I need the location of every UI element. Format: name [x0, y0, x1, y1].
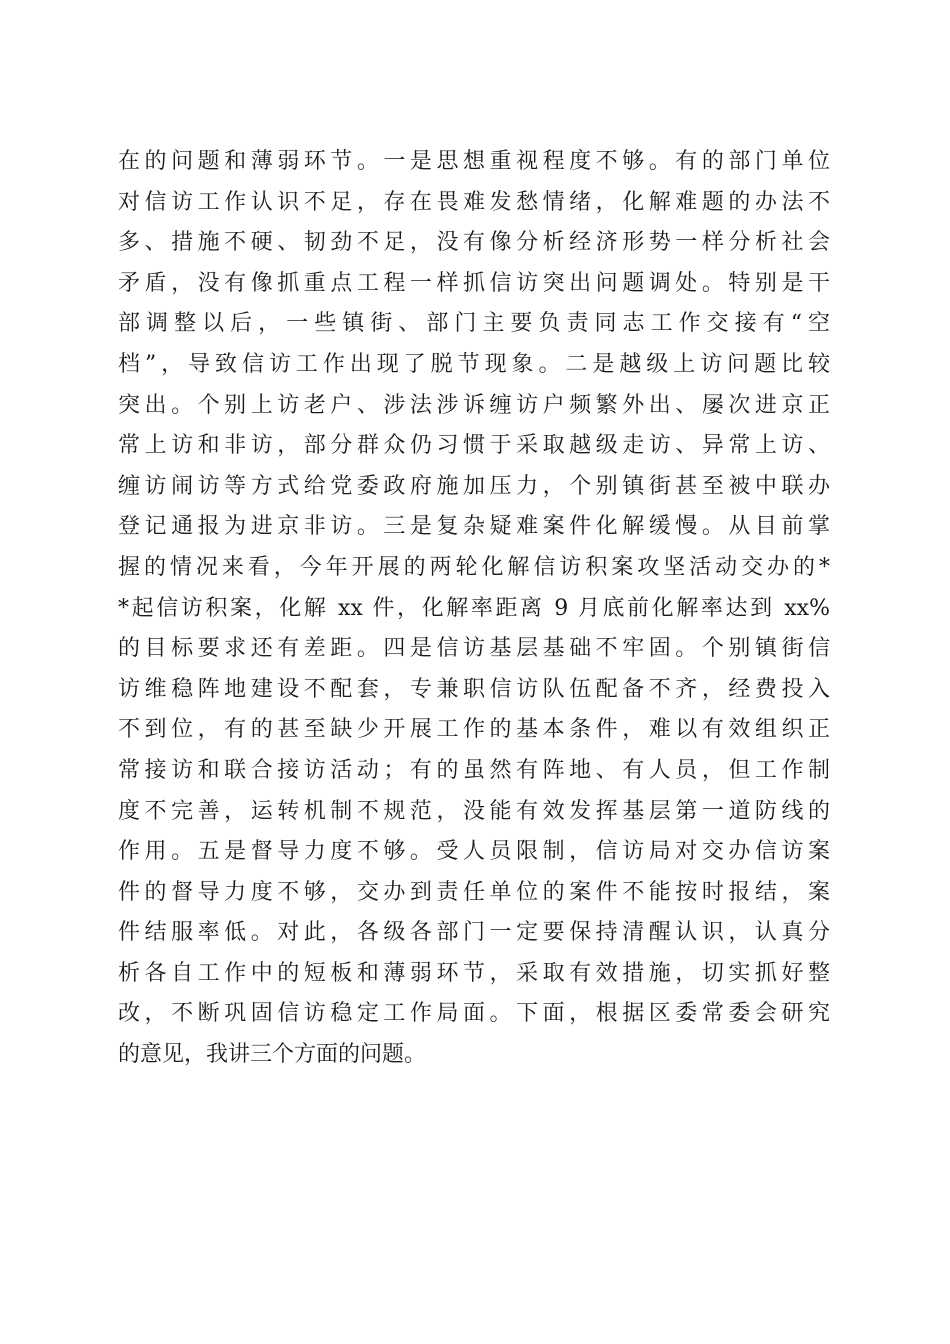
text-line: 不到位，有的甚至缺少开展工作的基本条件，难以有效组织正	[118, 717, 830, 743]
text-line: 的意见，我讲三个方面的问题。	[118, 1042, 427, 1068]
text-line: 的目标要求还有差距。四是信访基层基础不牢固。个别镇街信	[118, 636, 830, 662]
text-line: 常接访和联合接访活动；有的虽然有阵地、有人员，但工作制	[118, 757, 830, 783]
text-line: 改，不断巩固信访稳定工作局面。下面，根据区委常委会研究	[118, 1001, 830, 1027]
text-line: 部调整以后，一些镇街、部门主要负责同志工作交接有“空	[118, 311, 830, 337]
text-line: 突出。个别上访老户、涉法涉诉缠访户频繁外出、屡次进京正	[118, 392, 830, 418]
text-line: 档”，导致信访工作出现了脱节现象。二是越级上访问题比较	[118, 351, 830, 377]
text-line: 常上访和非访，部分群众仍习惯于采取越级走访、异常上访、	[118, 433, 830, 459]
text-line: 在的问题和薄弱环节。一是思想重视程度不够。有的部门单位	[118, 149, 830, 174]
text-line: 多、措施不硬、韧劲不足，没有像分析经济形势一样分析社会	[118, 230, 830, 256]
text-line: 矛盾，没有像抓重点工程一样抓信访突出问题调处。特别是干	[118, 270, 830, 296]
text-line: 登记通报为进京非访。三是复杂疑难案件化解缓慢。从目前掌	[118, 514, 830, 540]
body-paragraph	[118, 142, 830, 1076]
text-line: 访维稳阵地建设不配套，专兼职信访队伍配备不齐，经费投入	[118, 676, 830, 702]
text-line: 作用。五是督导力度不够。受人员限制，信访局对交办信访案	[118, 839, 830, 865]
text-line: 对信访工作认识不足，存在畏难发愁情绪，化解难题的办法不	[118, 189, 830, 215]
text-line: *起信访积案，化解 xx 件，化解率距离 9 月底前化解率达到 xx%	[118, 595, 830, 621]
text-line: 握的情况来看，今年开展的两轮化解信访积案攻坚活动交办的*	[118, 554, 830, 580]
text-line: 缠访闹访等方式给党委政府施加压力，个别镇街甚至被中联办	[118, 473, 830, 499]
text-line: 件的督导力度不够，交办到责任单位的案件不能按时报结，案	[118, 879, 830, 905]
text-line: 析各自工作中的短板和薄弱环节，采取有效措施，切实抓好整	[118, 960, 830, 986]
text-line: 度不完善，运转机制不规范，没能有效发挥基层第一道防线的	[118, 798, 830, 824]
text-line: 件结服率低。对此，各级各部门一定要保持清醒认识，认真分	[118, 920, 830, 946]
